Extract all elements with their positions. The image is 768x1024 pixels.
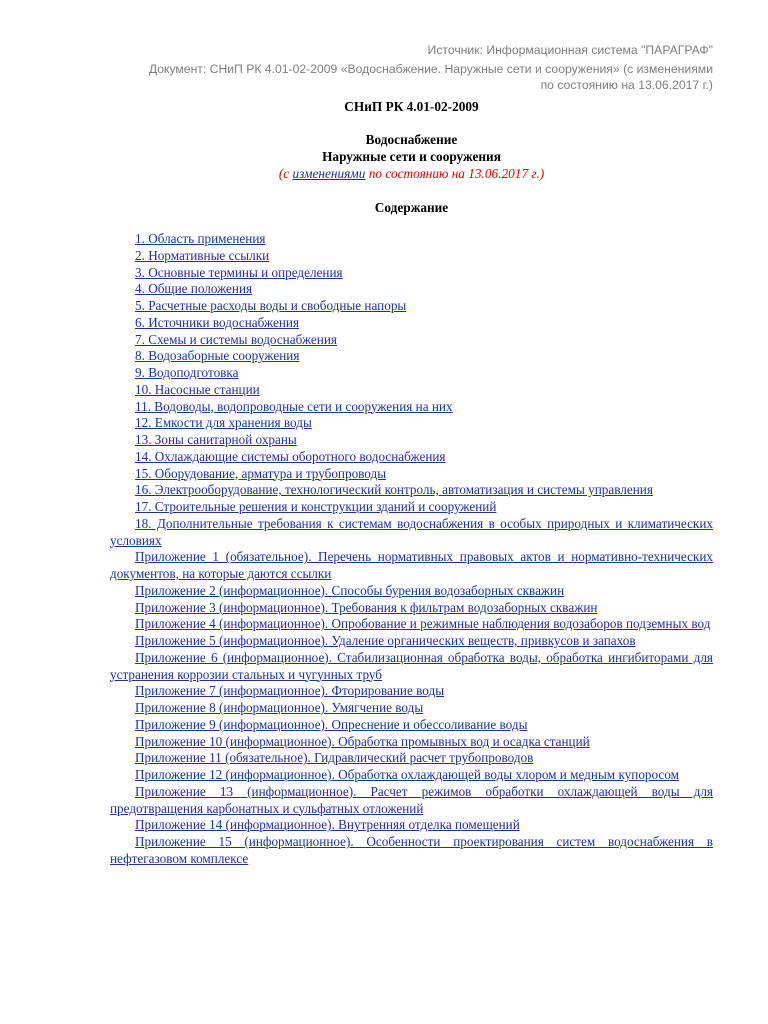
document-reference-line1: Документ: СНиП РК 4.01-02-2009 «Водоснабжение. Наружные сети и сооружения» (с изменениями xyxy=(148,62,713,76)
toc-link[interactable]: 16. Электрооборудование, технологический контроль, автоматизация и системы управления xyxy=(135,482,653,498)
toc-link[interactable]: Приложение 1 (обязательное). Перечень нормативных правовых актов и нормативно-технических документов, на которые даются ссылки xyxy=(110,549,713,581)
toc-link[interactable]: 5. Расчетные расходы воды и свободные напоры xyxy=(135,298,407,313)
toc-link[interactable]: Приложение 3 (информационное). Требования к фильтрам водозаборных скважин xyxy=(135,599,598,615)
document-code: СНиП РК 4.01-02-2009 xyxy=(344,99,479,114)
document-reference-line2: по состоянию на 13.06.2017 г.) xyxy=(540,78,713,92)
toc-link[interactable]: Приложение 5 (информационное). Удаление органических веществ, привкусов и запахов xyxy=(135,633,636,648)
toc-link[interactable]: 3. Основные термины и определения xyxy=(135,264,343,280)
changes-link[interactable]: изменениями xyxy=(292,166,366,181)
toc-link[interactable]: 7. Схемы и системы водоснабжения xyxy=(135,331,337,347)
source-line: Источник: Информационная система "ПАРАГРАФ" xyxy=(427,43,713,57)
toc-link[interactable]: 15. Оборудование, арматура и трубопроводы xyxy=(135,465,387,481)
toc-link[interactable]: 1. Область применения xyxy=(135,231,266,246)
toc-link[interactable]: Приложение 7 (информационное). Фторирование воды xyxy=(135,683,445,699)
toc-link[interactable]: Приложение 13 (информационное). Расчет режимов обработки охлаждающей воды для предотвращения карбонатных и сульфатных отложений xyxy=(110,783,713,816)
toc-link[interactable]: 12. Емкости для хранения воды xyxy=(135,415,312,431)
toc-link[interactable]: Приложение 2 (информационное). Способы бурения водозаборных скважин xyxy=(135,582,565,598)
changes-suffix: по состоянию на 13.06.2017 г.) xyxy=(365,166,545,181)
toc-link[interactable]: Приложение 14 (информационное). Внутренняя отделка помещений xyxy=(135,817,520,833)
toc-link[interactable]: 2. Нормативные ссылки xyxy=(135,247,270,263)
toc-link[interactable]: 10. Насосные станции xyxy=(135,381,260,397)
toc-link[interactable]: 17. Строительные решения и конструкции зданий и сооружений xyxy=(135,499,497,514)
table-of-contents xyxy=(110,231,713,868)
changes-prefix: (с xyxy=(278,166,293,181)
toc-link[interactable]: Приложение 6 (информационное). Стабилизационная обработка воды, обработка ингибиторами для устранения коррозии стальных и чугунных труб xyxy=(110,649,713,682)
toc-link[interactable]: Приложение 11 (обязательное). Гидравлический расчет трубопроводов xyxy=(135,750,534,766)
toc-link[interactable]: 14. Охлаждающие системы оборотного водоснабжения xyxy=(135,448,446,464)
contents-heading: Содержание xyxy=(374,200,449,215)
toc-link[interactable]: 6. Источники водоснабжения xyxy=(135,314,300,330)
toc-link[interactable]: 4. Общие положения xyxy=(135,281,253,297)
changes-note xyxy=(110,165,713,182)
toc-link[interactable]: Приложение 9 (информационное). Опреснение и обессоливание воды xyxy=(135,716,528,732)
document-subtitle: Наружные сети и сооружения xyxy=(322,149,501,164)
document-title: Водоснабжение xyxy=(365,132,458,147)
toc-link[interactable]: 18. Дополнительные требования к системам водоснабжения в особых природных и климатических условиях xyxy=(110,515,713,548)
toc-link[interactable]: Приложение 8 (информационное). Умягчение воды xyxy=(135,700,424,715)
toc-link[interactable]: Приложение 10 (информационное). Обработка промывных вод и осадка станций xyxy=(135,733,590,749)
toc-link[interactable]: 9. Водоподготовка xyxy=(135,365,239,380)
toc-link[interactable]: Приложение 15 (информационное). Особенности проектирования систем водоснабжения в нефтегазовом комплексе xyxy=(110,834,713,866)
toc-link[interactable]: Приложение 12 (информационное). Обработка охлаждающей воды хлором и медным купоросом xyxy=(135,767,679,782)
toc-link[interactable]: 11. Водоводы, водопроводные сети и сооружения на них xyxy=(135,398,453,414)
document-reference xyxy=(53,61,713,93)
toc-link[interactable]: 8. Водозаборные сооружения xyxy=(135,348,300,364)
toc-link[interactable]: Приложение 4 (информационное). Опробование и режимные наблюдения водозаборов подземных вод xyxy=(135,616,711,632)
toc-link[interactable]: 13. Зоны санитарной охраны xyxy=(135,432,297,447)
